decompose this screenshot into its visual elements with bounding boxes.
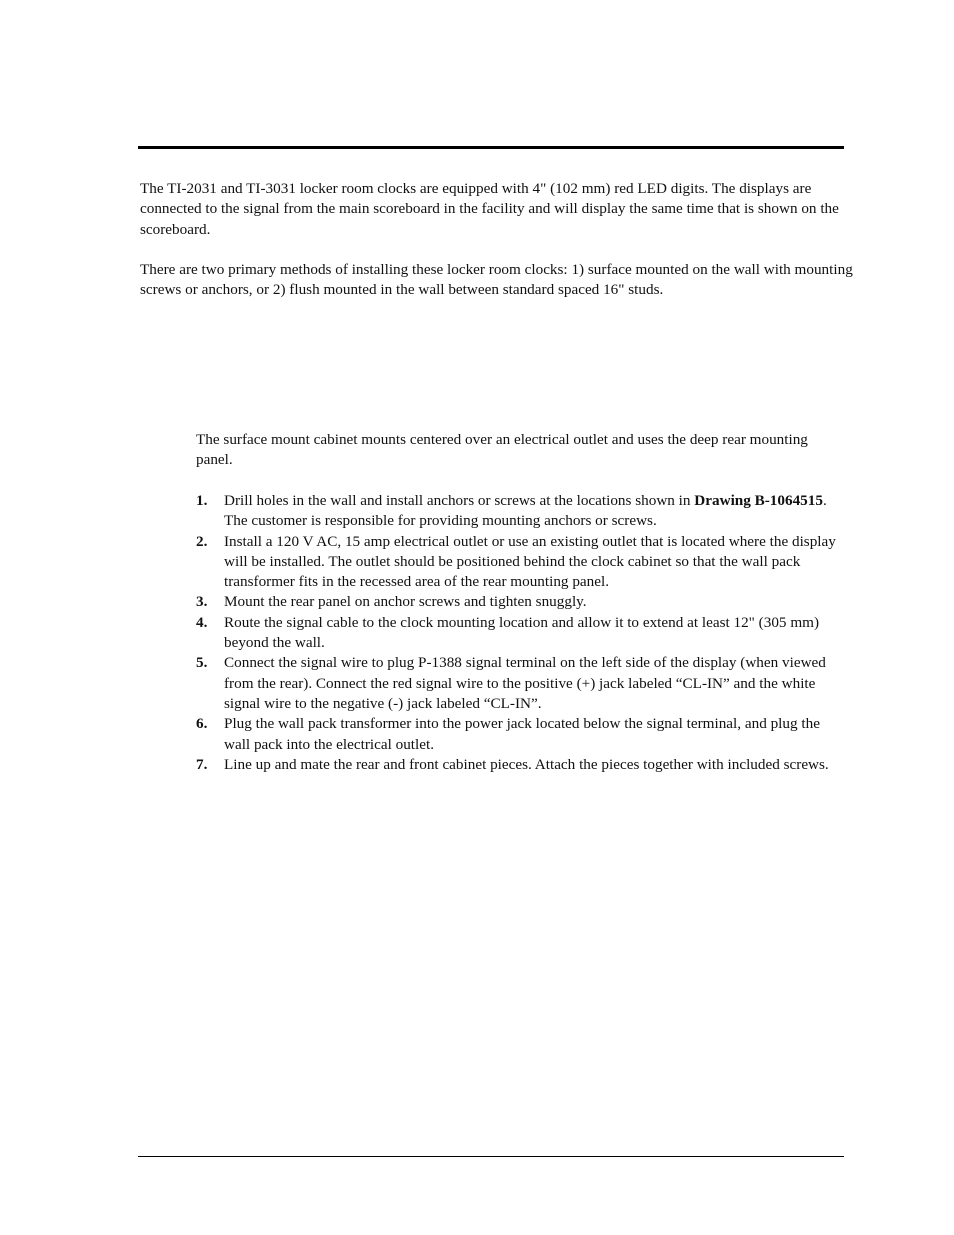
step-number: 4. [196, 613, 208, 631]
header-rule [138, 146, 844, 149]
step-item [196, 491, 846, 532]
drawing-reference: Drawing B-1064515 [694, 492, 823, 509]
step-text: Route the signal cable to the clock mounting location and allow it to extend at least 12" (305 mm) beyond the wall. [224, 613, 819, 652]
step-number: 6. [196, 715, 208, 733]
step-item [196, 613, 846, 654]
intro-paragraph: The TI-2031 and TI-3031 locker room clocks are equipped with 4" (102 mm) red LED digits. The displays are connected to the signal from the main scoreboard in the facility and will display the same time that is shown on the scoreboard. [140, 180, 839, 238]
step-number: 3. [196, 593, 208, 611]
step-number: 7. [196, 755, 208, 773]
step-text: Connect the signal wire to plug P-1388 signal terminal on the left side of the display (when viewed from the rear). Connect the red signal wire to the positive (+) jack labeled “CL-IN” and the white signal wire to the negative (-) jack labeled “CL-IN”. [224, 654, 826, 712]
footer-rule [138, 1156, 844, 1157]
step-item [196, 592, 846, 612]
surface-mount-description: The surface mount cabinet mounts centered over an electrical outlet and uses the deep rear mounting panel. [196, 431, 808, 469]
step-item [196, 755, 846, 775]
installation-steps [196, 491, 846, 775]
step-item [196, 532, 846, 593]
step-text: Plug the wall pack transformer into the power jack located below the signal terminal, and plug the wall pack into the electrical outlet. [224, 715, 820, 753]
step-number: 2. [196, 532, 208, 550]
step-text: Line up and mate the rear and front cabinet pieces. Attach the pieces together with included screws. [224, 755, 829, 773]
step-text: Drill holes in the wall and install anchors or screws at the locations shown in [224, 492, 695, 509]
step-text: Install a 120 V AC, 15 amp electrical outlet or use an existing outlet that is located where the display will be installed. The outlet should be positioned behind the clock cabinet so that the wall pack transformer fits in the recessed area of the rear mounting panel. [224, 532, 836, 591]
methods-paragraph: There are two primary methods of installing these locker room clocks: 1) surface mounted on the wall with mounting screws or anchors, or 2) flush mounted in the wall between standard spaced 16" studs. [140, 261, 853, 299]
step-text: . The customer is responsible for providing mounting anchors or screws. [224, 492, 827, 530]
step-item [196, 714, 846, 755]
step-number: 5. [196, 654, 208, 672]
step-text: Mount the rear panel on anchor screws and tighten snuggly. [224, 593, 587, 611]
step-number: 1. [196, 492, 208, 509]
step-item [196, 653, 846, 714]
